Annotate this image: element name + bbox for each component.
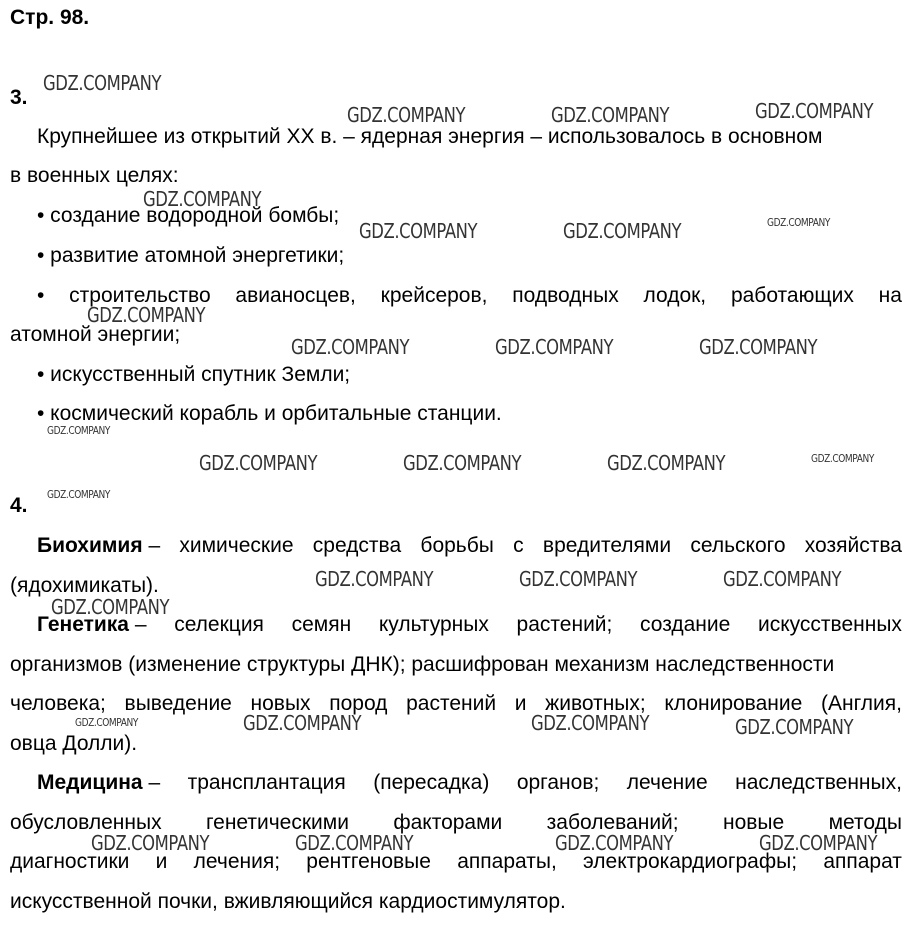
medicine-line-3: диагностики и лечения; рентгеновые аппараты, электрокардиографы; аппарат [10,850,902,873]
watermark: GDZ.COMPANY [723,567,842,591]
watermark: GDZ.COMPANY [87,303,206,327]
medicine-line-4: искусственной почки, вживляющийся кардиостимулятор. [10,890,566,913]
medicine-line-1: Медицина – трансплантация (пересадка) органов; лечение наследственных, [37,771,902,794]
watermark: GDZ.COMPANY [295,831,414,855]
watermark: GDZ.COMPANY [699,335,818,359]
watermark: GDZ.COMPANY [531,711,650,735]
genetics-line-2: организмов (изменение структуры ДНК); расшифрован механизм наследственности [10,653,835,676]
biochem-line-1: Биохимия – химические средства борьбы с вредителями сельского хозяйства [37,534,902,557]
watermark: GDZ.COMPANY [767,216,830,229]
section-3-intro-line-2: в военных целях: [10,164,179,187]
watermark: GDZ.COMPANY [359,219,478,243]
watermark: GDZ.COMPANY [811,452,874,465]
bullet-item-continuation: атомной энергии; [10,323,181,346]
medicine-line-2: обусловленных генетическими факторами заболеваний; новые методы [10,811,902,834]
watermark: GDZ.COMPANY [495,335,614,359]
term-genetics: Генетика [37,613,129,636]
bullet-item: • создание водородной бомбы; [37,204,340,227]
watermark: GDZ.COMPANY [563,219,682,243]
genetics-line-1: Генетика – селекция семян культурных растений; создание искусственных [37,613,902,636]
watermark: GDZ.COMPANY [199,451,318,475]
section-4-number: 4. [10,494,28,517]
watermark: GDZ.COMPANY [91,831,210,855]
bullet-item: • искусственный спутник Земли; [37,363,351,386]
watermark: GDZ.COMPANY [315,567,434,591]
biochem-line-2: (ядохимикаты). [10,574,159,597]
watermark: GDZ.COMPANY [403,451,522,475]
bullet-item-justified: • строительство авианосцев, крейсеров, подводных лодок, работающих на [37,284,902,307]
watermark: GDZ.COMPANY [551,103,670,127]
watermark: GDZ.COMPANY [51,595,170,619]
watermark: GDZ.COMPANY [47,424,110,437]
watermark: GDZ.COMPANY [47,488,110,501]
genetics-line-3: человека; выведение новых пород растений и животных; клонирование (Англия, [10,692,902,715]
watermark: GDZ.COMPANY [755,99,874,123]
watermark: GDZ.COMPANY [519,567,638,591]
section-3-intro-line-1: Крупнейшее из открытий XX в. – ядерная энергия – использовалось в основном [37,125,823,148]
watermark: GDZ.COMPANY [143,187,262,211]
watermark: GDZ.COMPANY [759,831,878,855]
watermark: GDZ.COMPANY [347,103,466,127]
term-medicine: Медицина [37,771,143,794]
watermark: GDZ.COMPANY [43,71,162,95]
bullet-item: • развитие атомной энергетики; [37,244,345,267]
genetics-line-4: овца Долли). [10,732,138,755]
term-biochem: Биохимия [37,534,143,557]
bullet-item: • космический корабль и орбитальные станции. [37,402,502,425]
watermark: GDZ.COMPANY [735,715,854,739]
page-heading: Стр. 98. [10,6,90,29]
watermark: GDZ.COMPANY [607,451,726,475]
watermark: GDZ.COMPANY [75,716,138,729]
watermark: GDZ.COMPANY [291,335,410,359]
watermark: GDZ.COMPANY [243,711,362,735]
watermark: GDZ.COMPANY [555,831,674,855]
section-3-number: 3. [10,86,28,109]
